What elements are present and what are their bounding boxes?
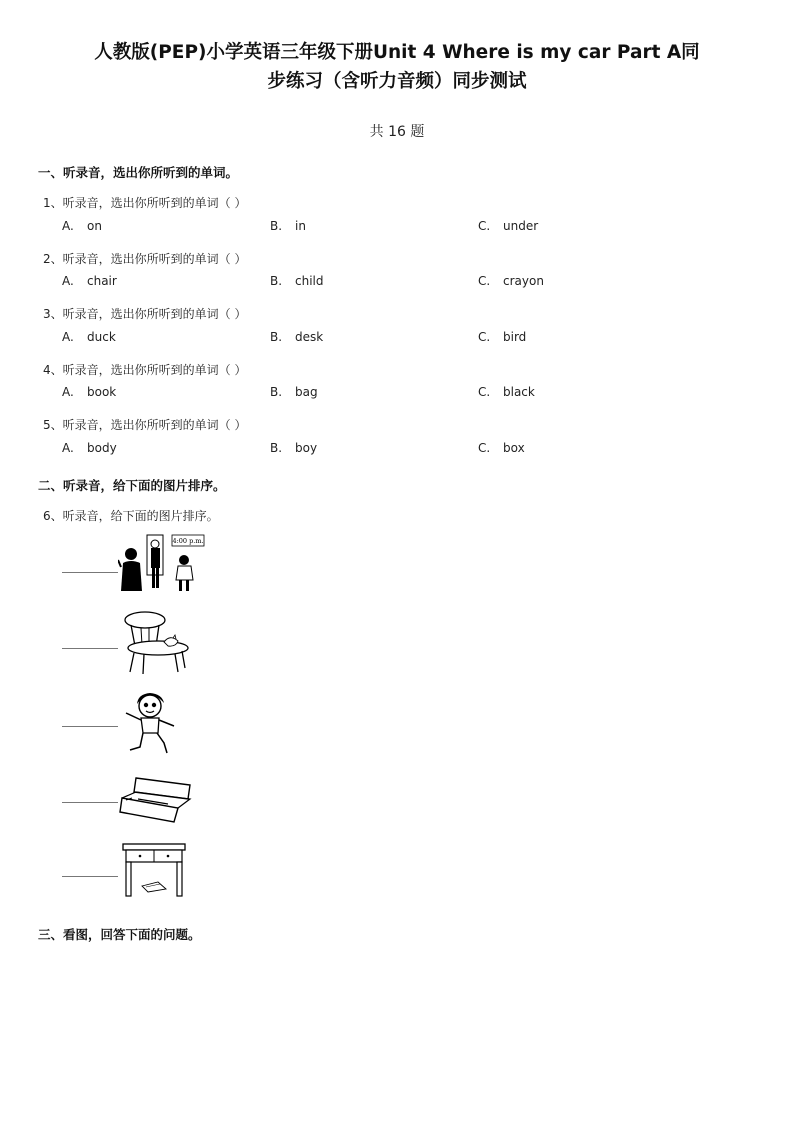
answer-blank-4[interactable] [62, 802, 118, 803]
question-4-stem: 4、听录音，选出你所听到的单词（ ） [43, 363, 247, 377]
question-3-option-b[interactable]: B. desk [270, 330, 324, 344]
question-5-stem: 5、听录音，选出你所听到的单词（ ） [43, 418, 247, 432]
question-5-option-c[interactable]: C. box [478, 441, 525, 455]
family-scene-icon [118, 533, 210, 593]
page-title-line1: 人教版(PEP)小学英语三年级下册Unit 4 Where is my car Part A同 [94, 42, 700, 63]
chair-with-cat-icon [118, 610, 190, 676]
question-1-option-c[interactable]: C. under [478, 219, 539, 233]
section-2-heading: 二、听录音，给下面的图片排序。 [38, 478, 226, 493]
question-1-stem: 1、听录音，选出你所听到的单词（ ） [43, 196, 247, 210]
answer-blank-2[interactable] [62, 648, 118, 649]
pencil-box-icon [118, 772, 198, 824]
section-3-heading: 三、看图，回答下面的问题。 [38, 927, 201, 942]
question-3-stem: 3、听录音，选出你所听到的单词（ ） [43, 307, 247, 321]
question-3-option-c[interactable]: C. bird [478, 330, 527, 344]
boy-icon [118, 689, 182, 755]
answer-blank-5[interactable] [62, 876, 118, 877]
question-2-stem: 2、听录音，选出你所听到的单词（ ） [43, 252, 247, 266]
question-2-option-a[interactable]: A. chair [62, 274, 117, 288]
question-2-option-c[interactable]: C. crayon [478, 274, 544, 288]
page-title-line2: 步练习（含听力音频）同步测试 [267, 71, 527, 92]
question-count: 共 16 题 [369, 124, 425, 140]
section-1-heading: 一、听录音，选出你所听到的单词。 [38, 165, 239, 180]
question-5-option-b[interactable]: B. boy [270, 441, 318, 455]
question-4-option-c[interactable]: C. black [478, 385, 535, 399]
answer-blank-3[interactable] [62, 726, 118, 727]
question-2-option-b[interactable]: B. child [270, 274, 324, 288]
answer-blank-1[interactable] [62, 572, 118, 573]
question-4-option-b[interactable]: B. bag [270, 385, 318, 399]
question-1-option-a[interactable]: A. on [62, 219, 102, 233]
desk-icon [118, 842, 190, 898]
question-6-stem: 6、听录音，给下面的图片排序。 [43, 509, 219, 523]
question-3-option-a[interactable]: A. duck [62, 330, 116, 344]
question-1-option-b[interactable]: B. in [270, 219, 306, 233]
question-5-option-a[interactable]: A. body [62, 441, 117, 455]
clock-label: 4:00 p.m. [172, 537, 204, 545]
question-4-option-a[interactable]: A. book [62, 385, 117, 399]
page-title [0, 38, 794, 96]
